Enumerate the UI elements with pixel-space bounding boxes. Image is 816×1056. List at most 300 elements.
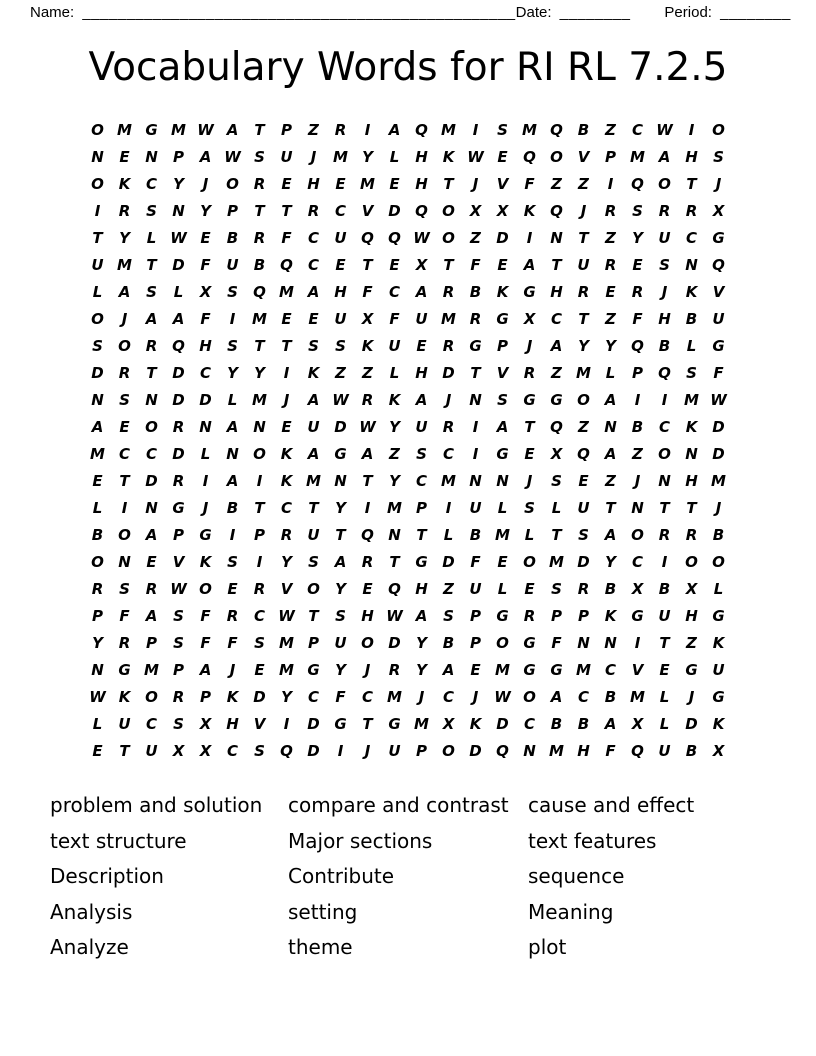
grid-letter: W (224, 147, 241, 166)
grid-letter: A (523, 255, 536, 274)
grid-letter: Q (631, 336, 644, 355)
grid-letter: Q (415, 120, 428, 139)
grid-letter: Y (578, 336, 589, 355)
name-label: Name: (30, 4, 75, 21)
grid-letter: Y (335, 498, 346, 517)
grid-letter: L (173, 282, 184, 301)
grid-letter: J (472, 687, 479, 706)
grid-letter: K (307, 363, 320, 382)
grid-letter: W (656, 120, 673, 139)
grid-letter: I (256, 552, 263, 571)
date-field (516, 4, 631, 21)
grid-letter: N (604, 417, 617, 436)
grid-letter: A (604, 444, 617, 463)
grid-letter: Y (389, 471, 400, 490)
grid-letter: P (632, 363, 643, 382)
grid-letter: V (712, 282, 725, 301)
grid-letter: I (256, 471, 263, 490)
grid-letter: G (388, 714, 401, 733)
grid-letter: R (253, 579, 266, 598)
grid-letter: R (577, 579, 590, 598)
grid-letter: A (307, 444, 320, 463)
word-search-grid (0, 116, 816, 764)
grid-letter: F (551, 633, 562, 652)
grid-letter: D (253, 687, 266, 706)
grid-letter: E (524, 579, 535, 598)
grid-letter: N (226, 444, 239, 463)
grid-letter: N (496, 471, 509, 490)
grid-letter: O (685, 552, 698, 571)
grid-letter: Z (389, 444, 400, 463)
grid-letter: F (119, 606, 130, 625)
grid-letter: U (334, 309, 347, 328)
grid-letter: Y (200, 201, 211, 220)
grid-letter: V (172, 552, 185, 571)
grid-letter: R (307, 201, 320, 220)
grid-letter: C (361, 687, 373, 706)
grid-letter: S (578, 525, 589, 544)
grid-letter: N (523, 741, 536, 760)
grid-letter: A (415, 282, 428, 301)
grid-letter: Q (550, 201, 563, 220)
grid-letter: R (226, 606, 239, 625)
grid-letter: U (388, 336, 401, 355)
grid-letter: G (523, 282, 536, 301)
grid-letter: T (308, 606, 319, 625)
grid-letter: J (202, 174, 209, 193)
grid-letter: E (119, 147, 130, 166)
grid-letter: S (497, 120, 508, 139)
grid-letter: C (523, 714, 535, 733)
grid-letter: Q (388, 579, 401, 598)
grid-letter: U (91, 255, 104, 274)
grid-letter: Q (361, 228, 374, 247)
grid-letter: F (200, 633, 211, 652)
grid-letter: C (415, 471, 427, 490)
grid-letter: M (387, 687, 402, 706)
grid-letter: H (685, 471, 698, 490)
grid-letter: B (577, 120, 590, 139)
grid-letter: M (576, 363, 591, 382)
grid-letter: P (200, 687, 211, 706)
grid-letter: L (551, 498, 562, 517)
grid-letter: E (335, 174, 346, 193)
grid-letter: G (145, 120, 158, 139)
grid-letter: S (146, 282, 157, 301)
grid-letter: N (145, 147, 158, 166)
grid-letter: T (281, 201, 292, 220)
grid-letter: D (172, 363, 185, 382)
grid-letter: F (713, 363, 724, 382)
grid-letter: I (472, 120, 479, 139)
grid-letter: R (145, 336, 158, 355)
grid-letter: I (283, 363, 290, 382)
grid-letter: C (253, 606, 265, 625)
grid-letter: S (92, 336, 103, 355)
grid-letter: T (389, 552, 400, 571)
grid-letter: V (577, 147, 590, 166)
grid-letter: A (658, 147, 671, 166)
grid-letter: W (170, 579, 187, 598)
grid-letter: C (658, 417, 670, 436)
grid-letter: A (604, 390, 617, 409)
grid-letter: C (145, 444, 157, 463)
grid-letter: K (496, 282, 509, 301)
grid-letter: K (388, 390, 401, 409)
grid-letter: B (712, 525, 725, 544)
grid-letter: X (172, 741, 185, 760)
word-bank-item: problem and solution (50, 793, 263, 817)
grid-letter: S (254, 741, 265, 760)
grid-letter: A (550, 687, 563, 706)
grid-letter: D (388, 201, 401, 220)
grid-letter: D (172, 390, 185, 409)
grid-letter: E (632, 255, 643, 274)
grid-letter: J (688, 687, 695, 706)
grid-letter: X (442, 714, 455, 733)
grid-letter: N (334, 471, 347, 490)
grid-letter: E (281, 174, 292, 193)
grid-letter: X (712, 201, 725, 220)
grid-letter: A (442, 660, 455, 679)
grid-letter: B (658, 579, 671, 598)
grid-letter: Z (605, 309, 616, 328)
grid-letter: G (469, 336, 482, 355)
word-bank-item: Analysis (50, 899, 133, 924)
grid-letter: L (92, 498, 103, 517)
grid-letter: L (659, 714, 670, 733)
grid-letter: D (577, 552, 590, 571)
grid-letter: D (199, 390, 212, 409)
grid-letter: F (470, 552, 481, 571)
grid-letter: N (172, 201, 185, 220)
grid-letter: X (550, 444, 563, 463)
grid-letter: C (334, 201, 346, 220)
grid-letter: G (334, 444, 347, 463)
grid-letter: S (551, 579, 562, 598)
grid-letter: U (658, 228, 671, 247)
grid-letter: C (442, 687, 454, 706)
grid-letter: X (199, 282, 212, 301)
grid-letter: E (281, 309, 292, 328)
grid-letter: S (227, 336, 238, 355)
grid-letter: T (551, 255, 562, 274)
grid-letter: L (497, 498, 508, 517)
grid-letter: E (227, 579, 238, 598)
grid-letter: C (388, 282, 400, 301)
grid-letter: J (364, 660, 371, 679)
grid-letter: H (415, 174, 428, 193)
grid-letter: S (524, 498, 535, 517)
grid-letter: M (495, 525, 510, 544)
name-blank-line: _________________________________________________ (82, 4, 516, 21)
grid-letter: S (173, 714, 184, 733)
word-bank-item: text structure (50, 828, 187, 853)
grid-letter: N (550, 228, 563, 247)
grid-letter: L (524, 525, 535, 544)
grid-letter: J (202, 498, 209, 517)
grid-letter: B (550, 714, 563, 733)
grid-letter: T (362, 471, 373, 490)
grid-letter: U (658, 741, 671, 760)
grid-letter: M (549, 552, 564, 571)
grid-letter: N (577, 633, 590, 652)
grid-letter: O (118, 525, 131, 544)
grid-letter: O (145, 417, 158, 436)
grid-letter: H (550, 282, 563, 301)
grid-letter: E (335, 255, 346, 274)
word-bank-item: plot (528, 935, 567, 959)
grid-letter: I (364, 498, 371, 517)
grid-letter: J (634, 471, 641, 490)
grid-letter: O (523, 687, 536, 706)
grid-letter: G (523, 660, 536, 679)
grid-letter: C (604, 660, 616, 679)
grid-letter: O (712, 120, 725, 139)
grid-letter: X (523, 309, 536, 328)
grid-letter: Z (443, 579, 454, 598)
grid-letter: P (605, 147, 616, 166)
grid-letter: S (659, 255, 670, 274)
grid-letter: V (631, 660, 644, 679)
grid-letter: P (173, 525, 184, 544)
grid-letter: I (229, 309, 236, 328)
grid-letter: S (497, 390, 508, 409)
grid-letter: O (658, 174, 671, 193)
grid-letter: D (307, 714, 320, 733)
grid-letter: O (91, 309, 104, 328)
grid-letter: M (252, 309, 267, 328)
grid-letter: S (119, 579, 130, 598)
grid-letter: R (388, 660, 401, 679)
grid-letter: U (118, 714, 131, 733)
grid-letter: J (715, 174, 722, 193)
grid-letter: Z (605, 471, 616, 490)
name-field (30, 4, 516, 21)
grid-letter: B (226, 228, 239, 247)
grid-letter: F (605, 741, 616, 760)
grid-letter: E (92, 741, 103, 760)
grid-letter: P (173, 147, 184, 166)
grid-letter: I (364, 120, 371, 139)
grid-letter: B (469, 282, 482, 301)
date-blank-line: ________ (559, 4, 631, 21)
grid-letter: Q (550, 417, 563, 436)
grid-letter: D (496, 228, 509, 247)
grid-letter: J (661, 282, 668, 301)
word-bank-item: Meaning (528, 899, 614, 924)
grid-letter: J (472, 174, 479, 193)
grid-letter: J (526, 336, 533, 355)
grid-letter: B (685, 309, 698, 328)
grid-letter: H (415, 147, 428, 166)
grid-letter: G (712, 336, 725, 355)
grid-letter: L (443, 525, 454, 544)
grid-letter: P (92, 606, 103, 625)
grid-letter: E (578, 471, 589, 490)
grid-letter: A (226, 417, 239, 436)
grid-letter: C (685, 228, 697, 247)
grid-letter: R (469, 309, 482, 328)
grid-letter: Y (362, 147, 373, 166)
grid-letter: G (415, 552, 428, 571)
grid-letter: E (308, 309, 319, 328)
grid-letter: Z (578, 417, 589, 436)
grid-letter: P (470, 606, 481, 625)
grid-letter: K (199, 552, 212, 571)
grid-letter: S (551, 471, 562, 490)
grid-letter: D (145, 471, 158, 490)
grid-letter: A (307, 390, 320, 409)
grid-letter: F (389, 309, 400, 328)
grid-letter: O (91, 552, 104, 571)
grid-letter: Q (658, 363, 671, 382)
grid-letter: W (413, 228, 430, 247)
word-bank-column (288, 788, 528, 966)
grid-letter: S (416, 444, 427, 463)
grid-letter: E (497, 147, 508, 166)
grid-letter: E (362, 579, 373, 598)
grid-letter: M (279, 282, 294, 301)
grid-letter: N (253, 417, 266, 436)
grid-letter: M (414, 714, 429, 733)
grid-letter: B (631, 417, 644, 436)
grid-letter: I (634, 390, 641, 409)
grid-letter: C (307, 228, 319, 247)
grid-letter: P (281, 120, 292, 139)
grid-letter: B (226, 498, 239, 517)
grid-letter: A (307, 282, 320, 301)
grid-letter: N (118, 552, 131, 571)
grid-letter: C (550, 309, 562, 328)
grid-letter: O (361, 633, 374, 652)
grid-letter: Y (281, 552, 292, 571)
grid-letter: S (335, 606, 346, 625)
grid-letter: X (199, 714, 212, 733)
grid-letter: P (578, 606, 589, 625)
grid-letter: K (712, 633, 725, 652)
grid-letter: Q (550, 120, 563, 139)
grid-letter: A (388, 120, 401, 139)
grid-letter: F (281, 228, 292, 247)
grid-letter: C (631, 552, 643, 571)
grid-letter: T (254, 498, 265, 517)
grid-letter: D (307, 741, 320, 760)
grid-letter: D (172, 444, 185, 463)
grid-letter: R (280, 525, 293, 544)
grid-letter: G (496, 309, 509, 328)
grid-letter: E (470, 660, 481, 679)
grid-letter: V (253, 714, 266, 733)
grid-letter: O (523, 552, 536, 571)
grid-letter: V (361, 201, 374, 220)
grid-letter: I (472, 417, 479, 436)
grid-letter: M (522, 120, 537, 139)
word-bank-item: Contribute (288, 864, 395, 888)
grid-letter: Q (577, 444, 590, 463)
grid-letter: Q (172, 336, 185, 355)
grid-letter: D (91, 363, 104, 382)
grid-letter: X (199, 741, 212, 760)
grid-letter: A (226, 120, 239, 139)
grid-letter: L (659, 687, 670, 706)
grid-letter: K (523, 201, 536, 220)
grid-letter: E (605, 282, 616, 301)
grid-letter: O (145, 687, 158, 706)
grid-letter: N (685, 255, 698, 274)
grid-letter: D (469, 741, 482, 760)
grid-letter: A (118, 282, 131, 301)
word-bank-item: compare and contrast (288, 793, 509, 817)
grid-letter: P (173, 660, 184, 679)
grid-letter: W (467, 147, 484, 166)
grid-letter: G (712, 228, 725, 247)
grid-letter: K (361, 336, 374, 355)
grid-letter: T (659, 633, 670, 652)
grid-letter: Z (551, 363, 562, 382)
grid-letter: M (630, 687, 645, 706)
word-bank (0, 788, 816, 966)
grid-letter: C (307, 255, 319, 274)
period-label: Period: (664, 4, 712, 21)
word-bank-item: sequence (528, 864, 625, 888)
grid-letter: H (685, 147, 698, 166)
grid-letter: K (280, 471, 293, 490)
grid-letter: L (713, 579, 724, 598)
grid-letter: O (226, 174, 239, 193)
grid-letter: A (199, 660, 212, 679)
grid-letter: N (631, 498, 644, 517)
grid-letter: K (442, 147, 455, 166)
grid-letter: T (362, 255, 373, 274)
grid-letter: R (685, 525, 698, 544)
grid-letter: G (685, 660, 698, 679)
grid-letter: M (576, 660, 591, 679)
grid-letter: P (254, 525, 265, 544)
grid-letter: G (550, 390, 563, 409)
grid-letter: Y (389, 417, 400, 436)
grid-letter: Q (253, 282, 266, 301)
word-bank-column (50, 788, 288, 966)
grid-letter: X (685, 579, 698, 598)
grid-letter: T (146, 255, 157, 274)
grid-letter: B (604, 579, 617, 598)
grid-letter: O (442, 741, 455, 760)
grid-letter: W (170, 228, 187, 247)
word-bank-item: Description (50, 864, 164, 888)
grid-letter: O (199, 579, 212, 598)
grid-letter: N (469, 390, 482, 409)
grid-letter: X (415, 255, 428, 274)
grid-letter: L (605, 363, 616, 382)
grid-letter: A (145, 309, 158, 328)
grid-letter: R (577, 282, 590, 301)
grid-letter: U (334, 633, 347, 652)
grid-letter: H (685, 606, 698, 625)
grid-letter: M (90, 444, 105, 463)
grid-letter: U (226, 255, 239, 274)
grid-letter: L (389, 363, 400, 382)
grid-letter: L (92, 282, 103, 301)
grid-letter: C (145, 714, 157, 733)
grid-letter: G (334, 714, 347, 733)
grid-letter: Q (415, 201, 428, 220)
grid-letter: A (145, 606, 158, 625)
grid-letter: U (307, 417, 320, 436)
grid-letter: A (172, 309, 185, 328)
grid-letter: E (92, 471, 103, 490)
grid-letter: R (631, 282, 644, 301)
